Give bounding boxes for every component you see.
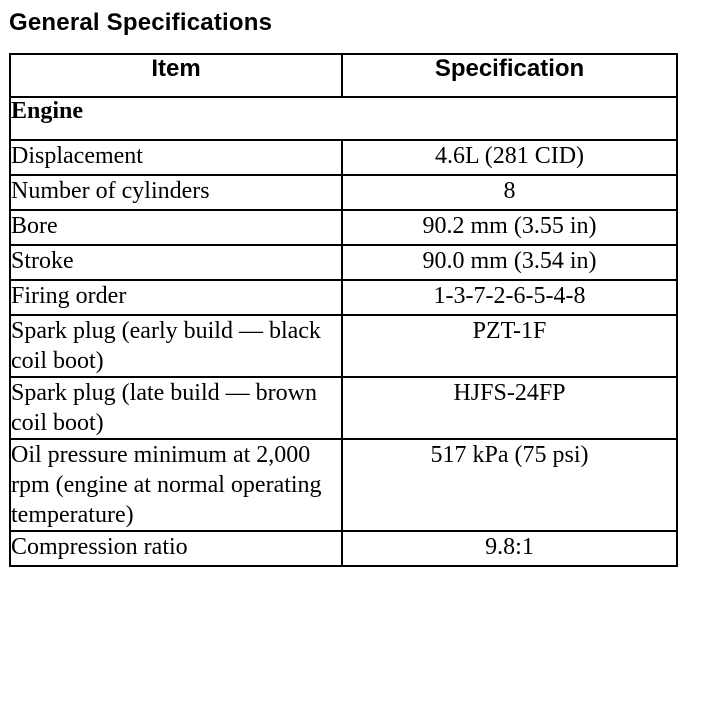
specification-cell: 90.2 mm (3.55 in) (342, 210, 677, 245)
column-header-item: Item (10, 54, 342, 97)
specifications-table (9, 53, 678, 567)
specification-cell: 1-3-7-2-6-5-4-8 (342, 280, 677, 315)
column-header-specification: Specification (342, 54, 677, 97)
table-header-row (10, 54, 677, 97)
table-row (10, 245, 677, 280)
specification-cell: 4.6L (281 CID) (342, 140, 677, 175)
section-title-engine: Engine (10, 97, 677, 140)
item-cell: Spark plug (late build — brown coil boot) (10, 377, 342, 439)
table-row (10, 140, 677, 175)
item-cell: Spark plug (early build — black coil boot) (10, 315, 342, 377)
specification-cell: HJFS-24FP (342, 377, 677, 439)
table-row (10, 280, 677, 315)
table-row (10, 210, 677, 245)
section-row (10, 97, 677, 140)
table-row (10, 439, 677, 531)
page-title: General Specifications (9, 9, 273, 36)
specification-cell: 9.8:1 (342, 531, 677, 566)
item-cell: Bore (10, 210, 342, 245)
item-cell: Firing order (10, 280, 342, 315)
table-row (10, 315, 677, 377)
item-cell: Oil pressure minimum at 2,000 rpm (engine at normal operating temperature) (10, 439, 342, 531)
specification-cell: 8 (342, 175, 677, 210)
item-cell: Stroke (10, 245, 342, 280)
table-row (10, 531, 677, 566)
specification-cell: 90.0 mm (3.54 in) (342, 245, 677, 280)
table-row (10, 377, 677, 439)
item-cell: Displacement (10, 140, 342, 175)
item-cell: Number of cylinders (10, 175, 342, 210)
table-row (10, 175, 677, 210)
specification-cell: PZT-1F (342, 315, 677, 377)
specification-cell: 517 kPa (75 psi) (342, 439, 677, 531)
item-cell: Compression ratio (10, 531, 342, 566)
